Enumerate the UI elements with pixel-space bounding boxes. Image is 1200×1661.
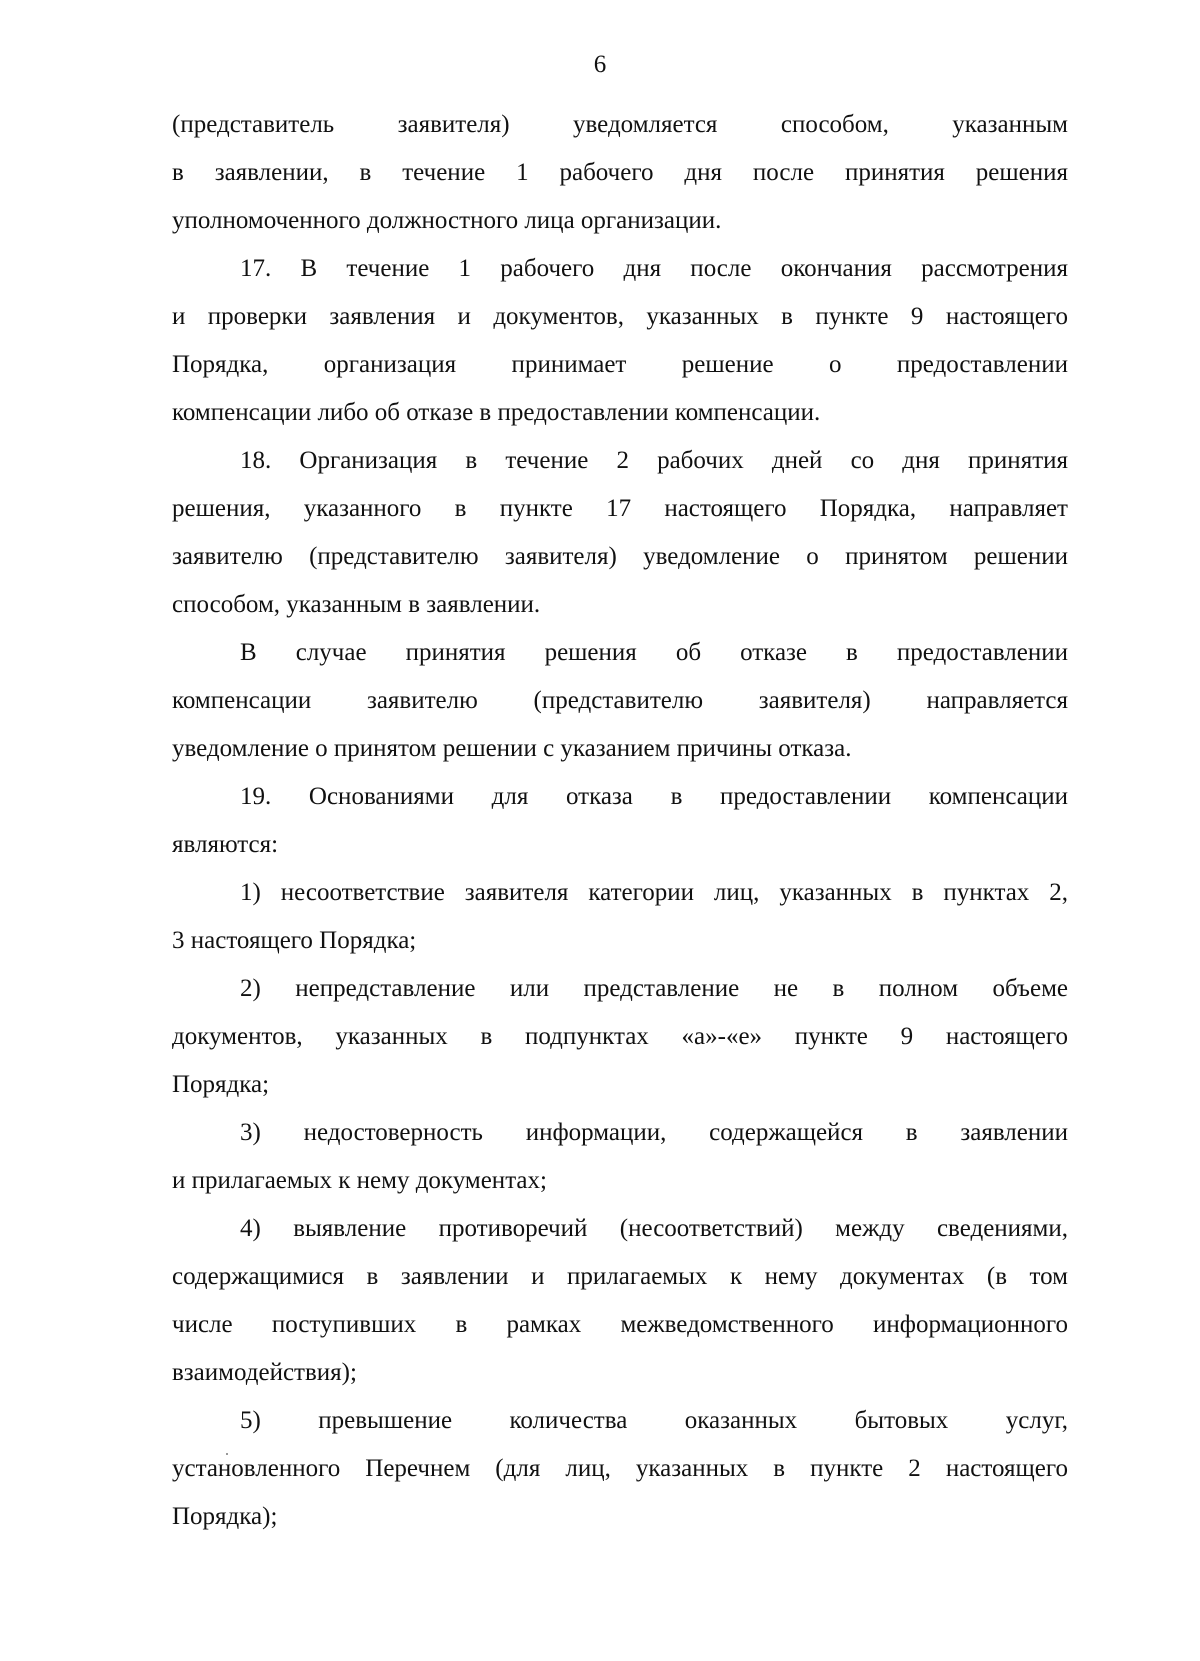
text-line: 1) несоответствие заявителя категории лиц, указанных в пунктах 2, xyxy=(240,879,1068,906)
text-line: и прилагаемых к нему документах; xyxy=(172,1167,547,1194)
text-line: документов, указанных в подпунктах «а»-«е» пункте 9 настоящего xyxy=(172,1023,1068,1050)
scan-speck xyxy=(226,1453,228,1455)
text-line: 4) выявление противоречий (несоответствий) между сведениями, xyxy=(240,1215,1068,1242)
text-line: (представитель заявителя) уведомляется способом, указанным xyxy=(172,111,1068,138)
text-line: 17. В течение 1 рабочего дня после окончания рассмотрения xyxy=(240,255,1068,282)
text-line: числе поступивших в рамках межведомственного информационного xyxy=(172,1311,1068,1338)
text-line: содержащимися в заявлении и прилагаемых к нему документах (в том xyxy=(172,1263,1068,1290)
paragraph-continuation xyxy=(172,101,1068,245)
list-item-4 xyxy=(172,1205,1068,1397)
text-line: 2) непредставление или представление не в полном объеме xyxy=(240,975,1068,1002)
text-line: компенсации либо об отказе в предоставлении компенсации. xyxy=(172,399,821,426)
text-line: 5) превышение количества оказанных бытовых услуг, xyxy=(240,1407,1068,1434)
text-line: заявителю (представителю заявителя) уведомление о принятом решении xyxy=(172,543,1068,570)
text-line: решения, указанного в пункте 17 настоящего Порядка, направляет xyxy=(172,495,1068,522)
text-line: взаимодействия); xyxy=(172,1359,357,1386)
text-line: Порядка, организация принимает решение о предоставлении xyxy=(172,351,1068,378)
text-line: 19. Основаниями для отказа в предоставлении компенсации xyxy=(240,783,1068,810)
text-line: в заявлении, в течение 1 рабочего дня после принятия решения xyxy=(172,159,1068,186)
text-line: являются: xyxy=(172,831,279,858)
text-line: и проверки заявления и документов, указанных в пункте 9 настоящего xyxy=(172,303,1068,330)
text-line: 3) недостоверность информации, содержащейся в заявлении xyxy=(240,1119,1068,1146)
paragraph-18-refusal xyxy=(172,629,1068,773)
text-line: уполномоченного должностного лица организации. xyxy=(172,207,722,234)
list-item-3 xyxy=(172,1109,1068,1205)
text-line: способом, указанным в заявлении. xyxy=(172,591,541,618)
text-line: 18. Организация в течение 2 рабочих дней со дня принятия xyxy=(240,447,1068,474)
text-line: 3 настоящего Порядка; xyxy=(172,927,417,954)
text-line: уведомление о принятом решении с указанием причины отказа. xyxy=(172,735,852,762)
list-item-1 xyxy=(172,869,1068,965)
list-item-5 xyxy=(172,1397,1068,1541)
paragraph-18 xyxy=(172,437,1068,629)
paragraph-17 xyxy=(172,245,1068,437)
paragraph-19 xyxy=(172,773,1068,869)
text-line: компенсации заявителю (представителю заявителя) направляется xyxy=(172,687,1068,714)
document-body xyxy=(172,101,1068,1541)
text-line: установленного Перечнем (для лиц, указанных в пункте 2 настоящего xyxy=(172,1455,1068,1482)
page-number: 6 xyxy=(593,51,607,78)
text-line: В случае принятия решения об отказе в предоставлении xyxy=(240,639,1068,666)
list-item-2 xyxy=(172,965,1068,1109)
text-line: Порядка; xyxy=(172,1071,270,1098)
text-line: Порядка); xyxy=(172,1503,278,1530)
